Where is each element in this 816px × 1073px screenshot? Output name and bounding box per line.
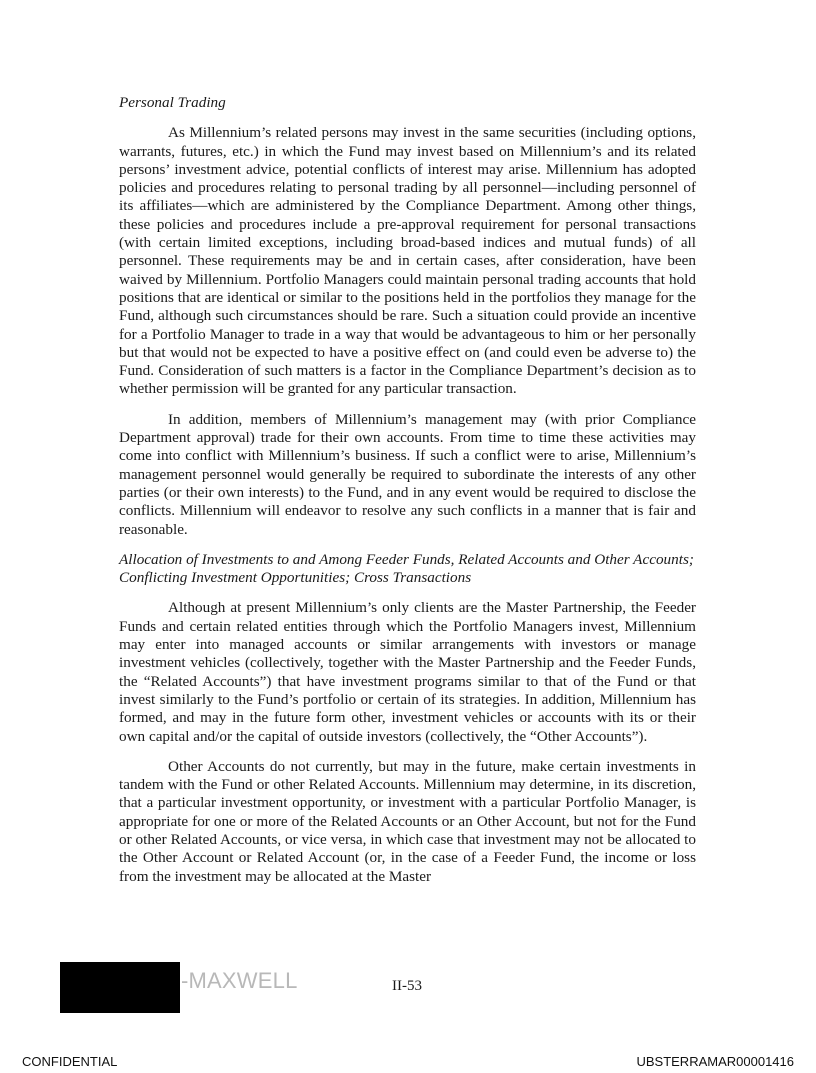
page-number: II-53 <box>392 978 422 994</box>
section-personal-trading <box>119 94 696 539</box>
section-heading: Personal Trading <box>119 94 226 111</box>
paragraph: Although at present Millennium’s only clients are the Master Partnership, the Feeder Funds and certain related entities through which the Portfolio Managers invest, Millennium may enter into managed accounts or similar arrangements with investors or manage investment vehicles (collectively, together with the Master Partnership and the Feeder Funds, the “Related Accounts”) that have investment programs similar to that of the Fund or that invest similarly to the Fund’s portfolio or certain of its strategies. In addition, Millennium has formed, and may in the future form other, investment vehicles or accounts with its or their own capital and/or the capital of outside investors (collectively, the “Other Accounts”). <box>119 599 696 745</box>
confidential-label: CONFIDENTIAL <box>22 1054 118 1069</box>
document-body <box>119 94 696 898</box>
footer-stamp: -MAXWELL <box>181 968 298 993</box>
section-allocation-of-investments <box>119 551 696 886</box>
paragraph: Other Accounts do not currently, but may in the future, make certain investments in tandem with the Fund or other Related Accounts. Millennium may determine, in its discretion, that a particular investment opportunity, or investment with a particular Portfolio Manager, is appropriate for one or more of the Related Accounts or an Other Account, but not for the Fund or other Related Accounts, or vice versa, in which case that investment may not be allocated to the Other Account or Related Account (or, in the case of a Feeder Fund, the income or loss from the investment may be allocated at the Master <box>119 757 696 885</box>
bates-number: UBSTERRAMAR00001416 <box>636 1054 794 1069</box>
paragraph: As Millennium’s related persons may invest in the same securities (including options, warrants, futures, etc.) in which the Fund may invest based on Millennium’s and its related persons’ investment advice, potential conflicts of interest may arise. Millennium has adopted policies and procedures relating to personal trading by all personnel—including personnel of its affiliates—which are administered by the Compliance Department. Among other things, these policies and procedures include a pre-approval requirement for personal transactions (with certain limited exceptions, including broad-based indices and mutual funds) of all personnel. These requirements may be and in certain cases, after consideration, have been waived by Millennium. Portfolio Managers could maintain personal trading accounts that hold positions that are identical or similar to the positions held in the portfolios they manage for the Fund, although such circumstances should be rare. Such a situation could provide an incentive for a Portfolio Manager to trade in a way that would be advantageous to him or her personally but that would not be expected to have a positive effect on (and could even be adverse to) the Fund. Consideration of such matters is a factor in the Compliance Department’s decision as to whether permission will be granted for any particular transaction. <box>119 124 696 398</box>
paragraph: In addition, members of Millennium’s management may (with prior Compliance Department approval) trade for their own accounts. From time to time these activities may come into conflict with Millennium’s business. If such a conflict were to arise, Millennium’s management personnel would generally be required to subordinate the interests of any other parties (or their own interests) to the Fund, and in any event would be required to disclose the conflicts. Millennium will endeavor to resolve any such conflicts in a manner that is fair and reasonable. <box>119 410 696 538</box>
section-heading: Allocation of Investments to and Among Feeder Funds, Related Accounts and Other Accounts; Conflicting Investment Opportunities; Cross Transactions <box>119 550 694 587</box>
redaction-block <box>60 962 180 1013</box>
